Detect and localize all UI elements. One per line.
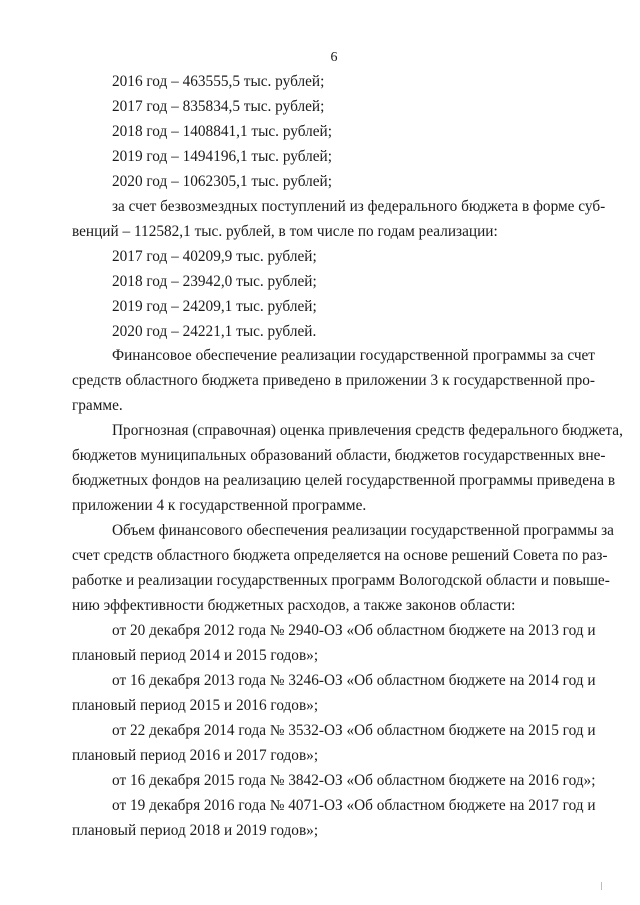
text-line: от 16 декабря 2015 года № 3842-ОЗ «Об областном бюджете на 2016 год»; (112, 772, 596, 789)
text-line: плановый период 2014 и 2015 годов»; (72, 647, 319, 664)
text-line: от 19 декабря 2016 года № 4071-ОЗ «Об областном бюджете на 2017 год и (112, 797, 596, 814)
text-line: плановый период 2018 и 2019 годов»; (72, 822, 319, 839)
text-line: счет средств областного бюджета определяется на основе решений Совета по раз- (72, 547, 608, 564)
text-line: нию эффективности бюджетных расходов, а также законов области: (72, 597, 516, 614)
text-line: плановый период 2015 и 2016 годов»; (72, 697, 319, 714)
text-line: работке и реализации государственных программ Вологодской области и повыше- (72, 572, 610, 589)
text-line: средств областного бюджета приведено в приложении 3 к государственной про- (72, 372, 595, 389)
text-line: от 20 декабря 2012 года № 2940-ОЗ «Об областном бюджете на 2013 год и (112, 622, 596, 639)
text-line: плановый период 2016 и 2017 годов»; (72, 747, 319, 764)
page-number: 6 (330, 50, 338, 65)
text-line: 2018 год – 1408841,1 тыс. рублей; (112, 123, 332, 140)
text-line: 2017 год – 835834,5 тыс. рублей; (112, 98, 325, 115)
text-line: 2019 год – 1494196,1 тыс. рублей; (112, 148, 332, 165)
text-line: приложении 4 к государственной программе. (72, 497, 367, 514)
text-line: грамме. (72, 397, 123, 414)
text-line: Объем финансового обеспечения реализации государственной программы за (112, 522, 614, 539)
text-line: за счет безвозмездных поступлений из федерального бюджета в форме суб- (112, 198, 606, 215)
text-line: бюджетных фондов на реализацию целей государственной программы приведена в (72, 472, 616, 489)
text-line: 2020 год – 1062305,1 тыс. рублей; (112, 173, 332, 190)
text-line: 2019 год – 24209,1 тыс. рублей; (112, 298, 317, 315)
text-line: бюджетов муниципальных образований области, бюджетов государственных вне- (72, 447, 606, 464)
text-line: 2016 год – 463555,5 тыс. рублей; (112, 73, 325, 90)
text-line: 2017 год – 40209,9 тыс. рублей; (112, 248, 317, 265)
scan-mark (601, 882, 602, 890)
text-line: от 16 декабря 2013 года № 3246-ОЗ «Об областном бюджете на 2014 год и (112, 672, 596, 689)
text-line: 2018 год – 23942,0 тыс. рублей; (112, 273, 317, 290)
text-line: 2020 год – 24221,1 тыс. рублей. (112, 323, 317, 340)
text-line: от 22 декабря 2014 года № 3532-ОЗ «Об областном бюджете на 2015 год и (112, 722, 596, 739)
text-line: Прогнозная (справочная) оценка привлечения средств федерального бюджета, (112, 422, 623, 439)
text-line: Финансовое обеспечение реализации государственной программы за счет (112, 347, 595, 364)
text-line: венций – 112582,1 тыс. рублей, в том числе по годам реализации: (72, 223, 498, 240)
